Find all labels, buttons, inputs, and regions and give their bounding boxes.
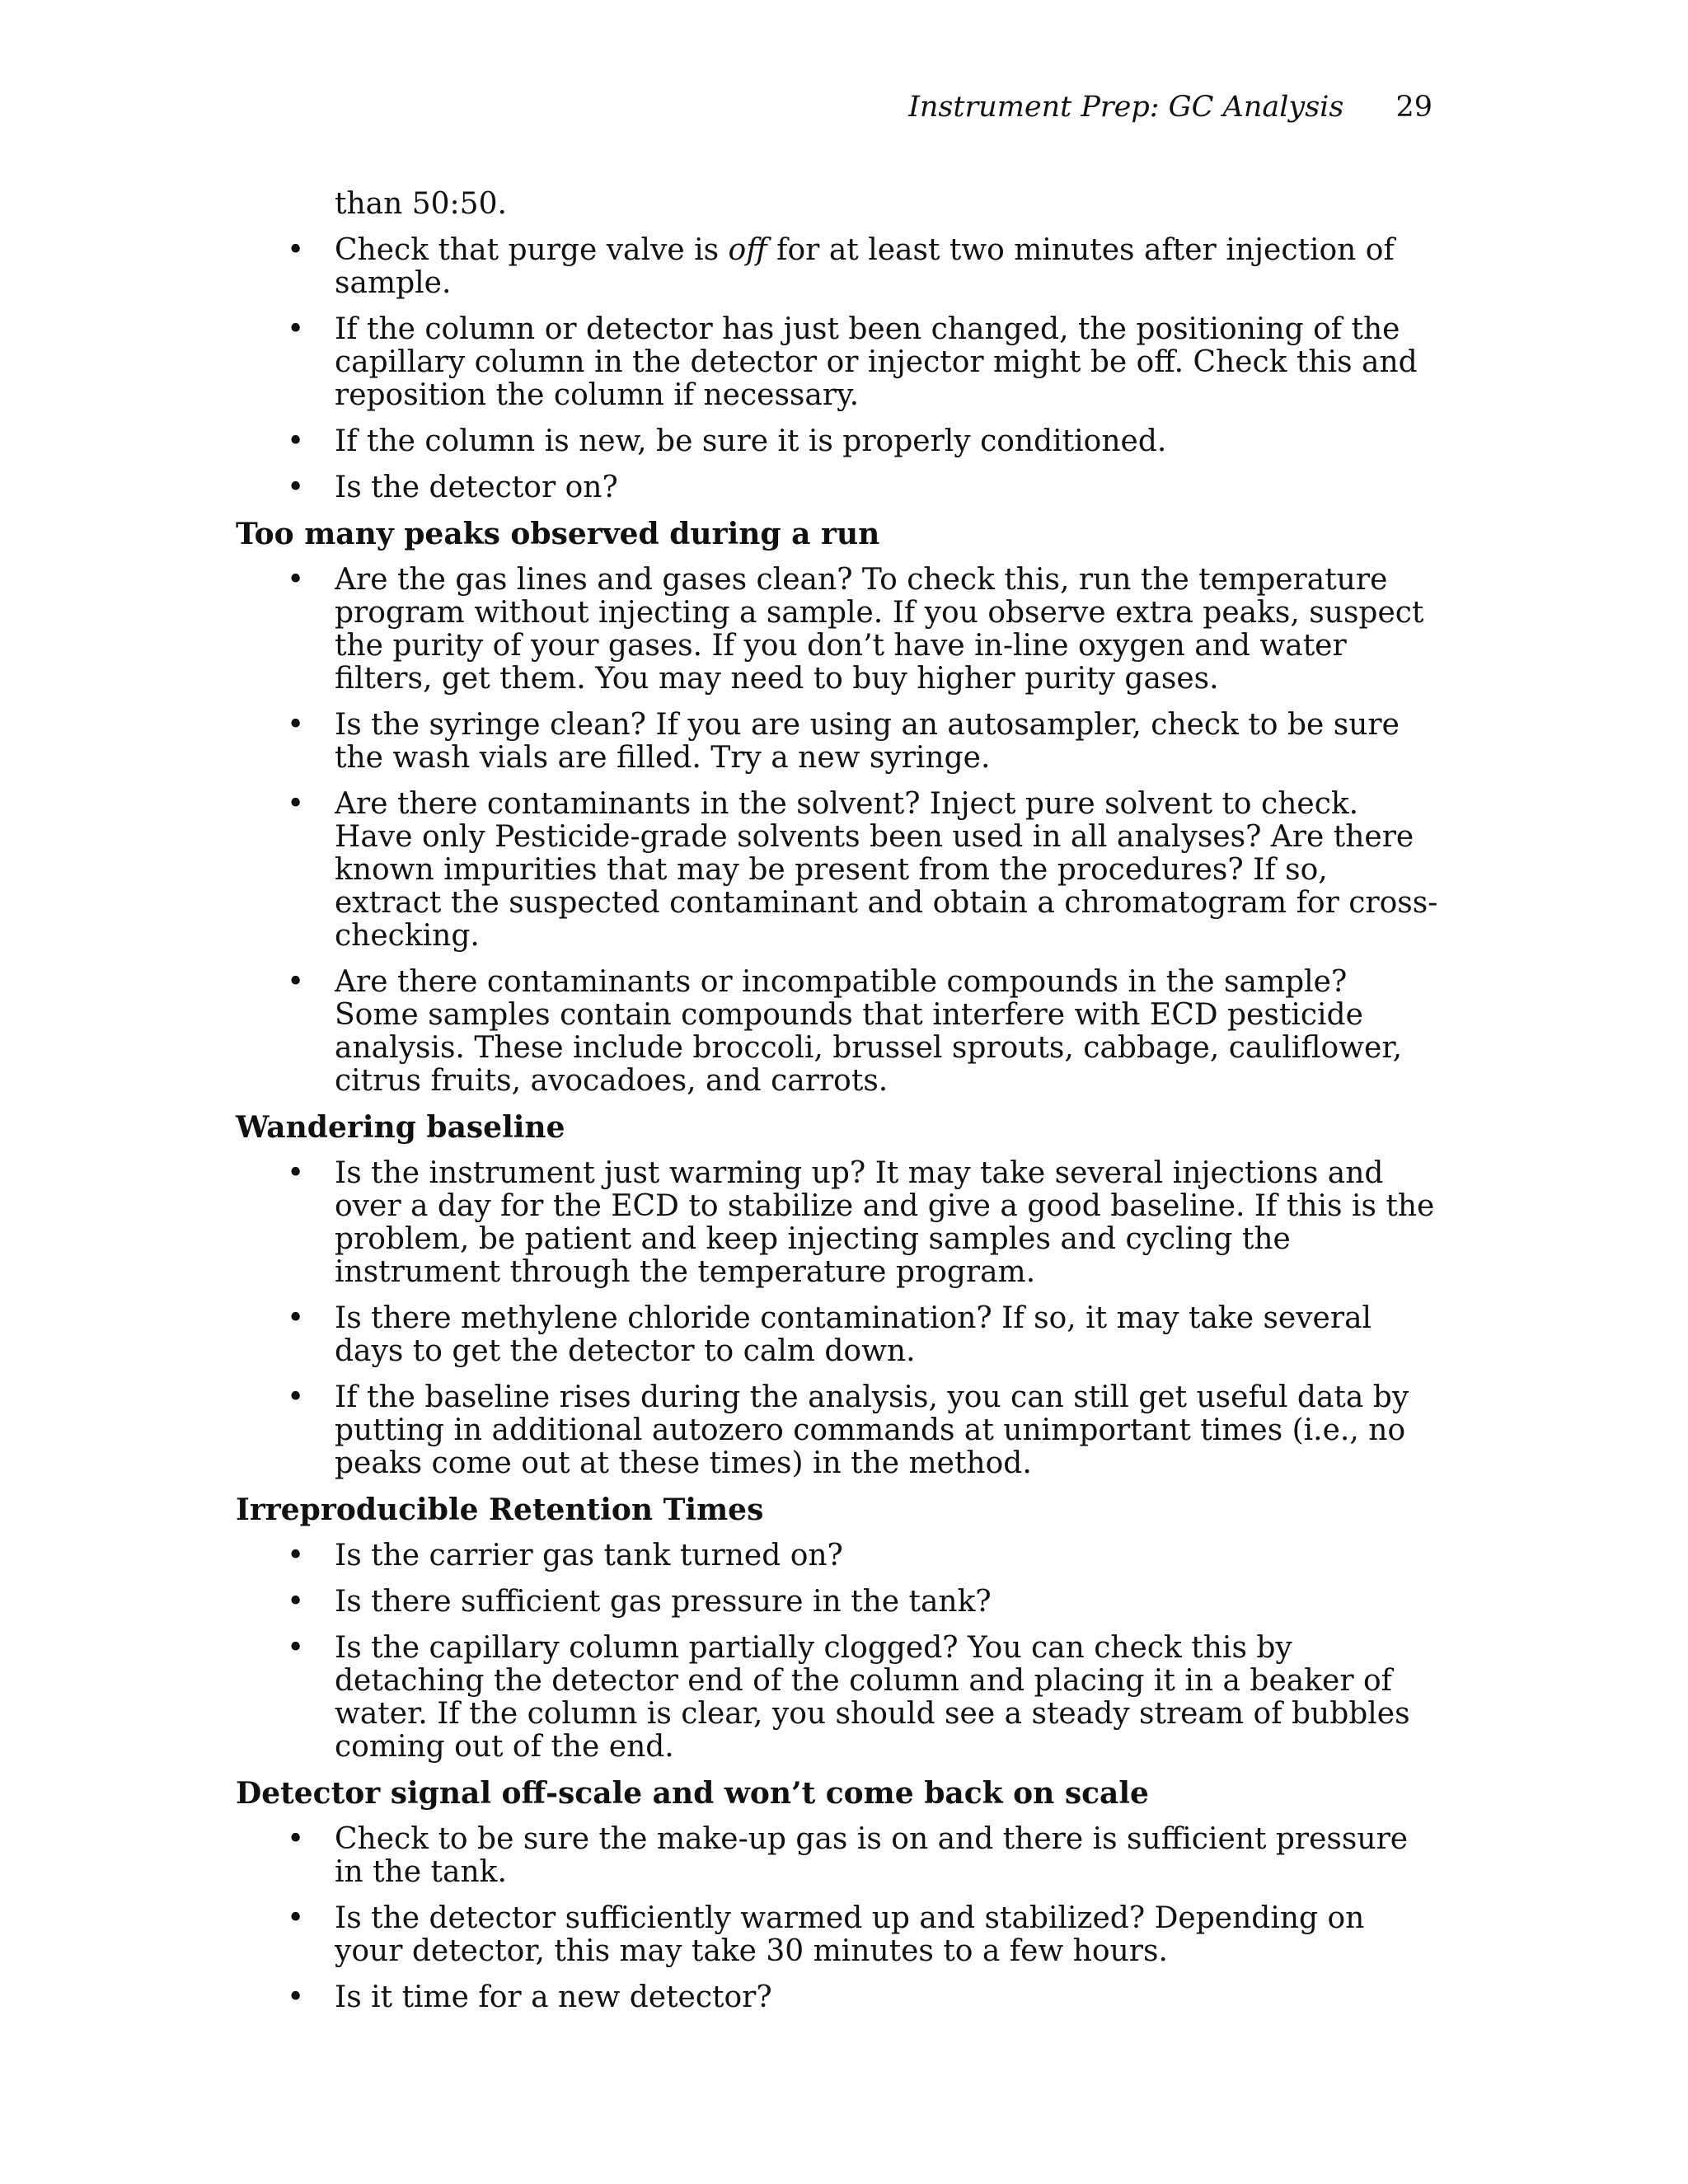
list-item xyxy=(236,1632,1439,1764)
list-item xyxy=(236,1540,1439,1572)
bullet-text: If the column or detector has just been changed, the positioning of the capillary column in the detector or injector might be off. Check this and reposition the column if necessary. xyxy=(335,312,1418,412)
bullet-icon: • xyxy=(287,1980,305,2014)
bullet-text: Is the capillary column partially clogged? You can check this by detaching the detector end of the column and placing it in a beaker of water. If the column is clear, you should see a steady stream of bubbles coming out of the end. xyxy=(335,1631,1410,1764)
emphasis-text: off xyxy=(728,233,767,267)
list-item xyxy=(236,1902,1439,1968)
bullet-icon: • xyxy=(287,787,305,821)
list-item xyxy=(236,1586,1439,1619)
bullet-icon: • xyxy=(287,233,305,267)
list-item xyxy=(236,234,1439,300)
bullet-icon: • xyxy=(287,1901,305,1935)
bullet-icon: • xyxy=(287,1539,305,1572)
section-bullet-list xyxy=(236,1157,1439,1480)
bullet-text: Is there methylene chloride contamination? If so, it may take several days to get the detector to calm down. xyxy=(335,1301,1372,1368)
list-item xyxy=(236,564,1439,696)
bullet-text: Is the instrument just warming up? It may take several injections and over a day for the ECD to stabilize and give a good baseline. If this is the problem, be patient and keep injecting samples and cycling the instrument through the temperature program. xyxy=(335,1156,1435,1289)
bullet-text: Is the carrier gas tank turned on? xyxy=(335,1539,843,1572)
section-heading: Too many peaks observed during a run xyxy=(236,517,880,551)
page-number: 29 xyxy=(1395,91,1432,124)
list-item xyxy=(236,1981,1439,2014)
list-item xyxy=(236,1157,1439,1289)
list-item xyxy=(236,313,1439,412)
section-bullet-list xyxy=(236,564,1439,1098)
bullet-text: Check to be sure the make-up gas is on and there is sufficient pressure in the tank. xyxy=(335,1822,1409,1889)
section-heading: Detector signal off-scale and won’t come back on scale xyxy=(236,1776,1149,1811)
page-body xyxy=(236,188,1439,2027)
bullet-icon: • xyxy=(287,312,305,346)
bullet-icon: • xyxy=(287,1631,305,1665)
running-head-title: Instrument Prep: GC Analysis xyxy=(908,91,1344,124)
section-heading: Irreproducible Retention Times xyxy=(236,1493,764,1527)
list-item xyxy=(236,1302,1439,1368)
bullet-text: Is the syringe clean? If you are using an autosampler, check to be sure the wash vials are filled. Try a new syringe. xyxy=(335,708,1400,775)
continuation-text: than 50:50. xyxy=(335,187,507,221)
bullet-icon: • xyxy=(287,1380,305,1414)
list-item xyxy=(236,709,1439,775)
bullet-text-part: for at least two minutes after injection of sample. xyxy=(335,233,1395,300)
list-item xyxy=(236,1381,1439,1480)
bullet-text: Is the detector sufficiently warmed up and stabilized? Depending on your detector, this may take 30 minutes to a few hours. xyxy=(335,1901,1365,1968)
bullet-icon: • xyxy=(287,1156,305,1190)
bullet-icon: • xyxy=(287,1585,305,1619)
list-item xyxy=(236,966,1439,1098)
bullet-icon: • xyxy=(287,424,305,458)
bullet-icon: • xyxy=(287,471,305,504)
bullet-text: If the column is new, be sure it is properly conditioned. xyxy=(335,424,1167,458)
intro-bullet-list xyxy=(236,234,1439,504)
list-item xyxy=(236,471,1439,504)
running-head xyxy=(908,87,1432,127)
bullet-icon: • xyxy=(287,965,305,999)
bullet-icon: • xyxy=(287,1301,305,1335)
section-bullet-list xyxy=(236,1823,1439,2014)
bullet-text: Are there contaminants in the solvent? Inject pure solvent to check. Have only Pesticide-grade solvents been used in all analyses? Are there known impurities that may be present from the procedures? If so, extract the suspected contaminant and obtain a chromatogram for cross-checking. xyxy=(335,787,1438,953)
bullet-icon: • xyxy=(287,563,305,597)
section-heading: Wandering baseline xyxy=(236,1110,565,1145)
bullet-text: Are the gas lines and gases clean? To check this, run the temperature program without injecting a sample. If you observe extra peaks, suspect the purity of your gases. If you don’t have in-line oxygen and water filters, get them. You may need to buy higher purity gases. xyxy=(335,563,1424,696)
bullet-text: Is there sufficient gas pressure in the tank? xyxy=(335,1585,992,1619)
section-bullet-list xyxy=(236,1540,1439,1764)
bullet-icon: • xyxy=(287,708,305,742)
list-item xyxy=(236,1823,1439,1889)
list-item xyxy=(236,425,1439,458)
bullet-text: Are there contaminants or incompatible compounds in the sample? Some samples contain compounds that interfere with ECD pesticide analysis. These include broccoli, brussel sprouts, cabbage, cauliflower, citrus fruits, avocadoes, and carrots. xyxy=(335,965,1403,1098)
bullet-icon: • xyxy=(287,1822,305,1856)
list-item xyxy=(236,788,1439,953)
bullet-text: Is it time for a new detector? xyxy=(335,1980,772,2014)
bullet-text: If the baseline rises during the analysis, you can still get useful data by putting in additional autozero commands at unimportant times (i.e., no peaks come out at these times) in the method. xyxy=(335,1380,1409,1480)
bullet-text-part: Check that purge valve is xyxy=(335,233,729,267)
bullet-text: Is the detector on? xyxy=(335,471,618,504)
